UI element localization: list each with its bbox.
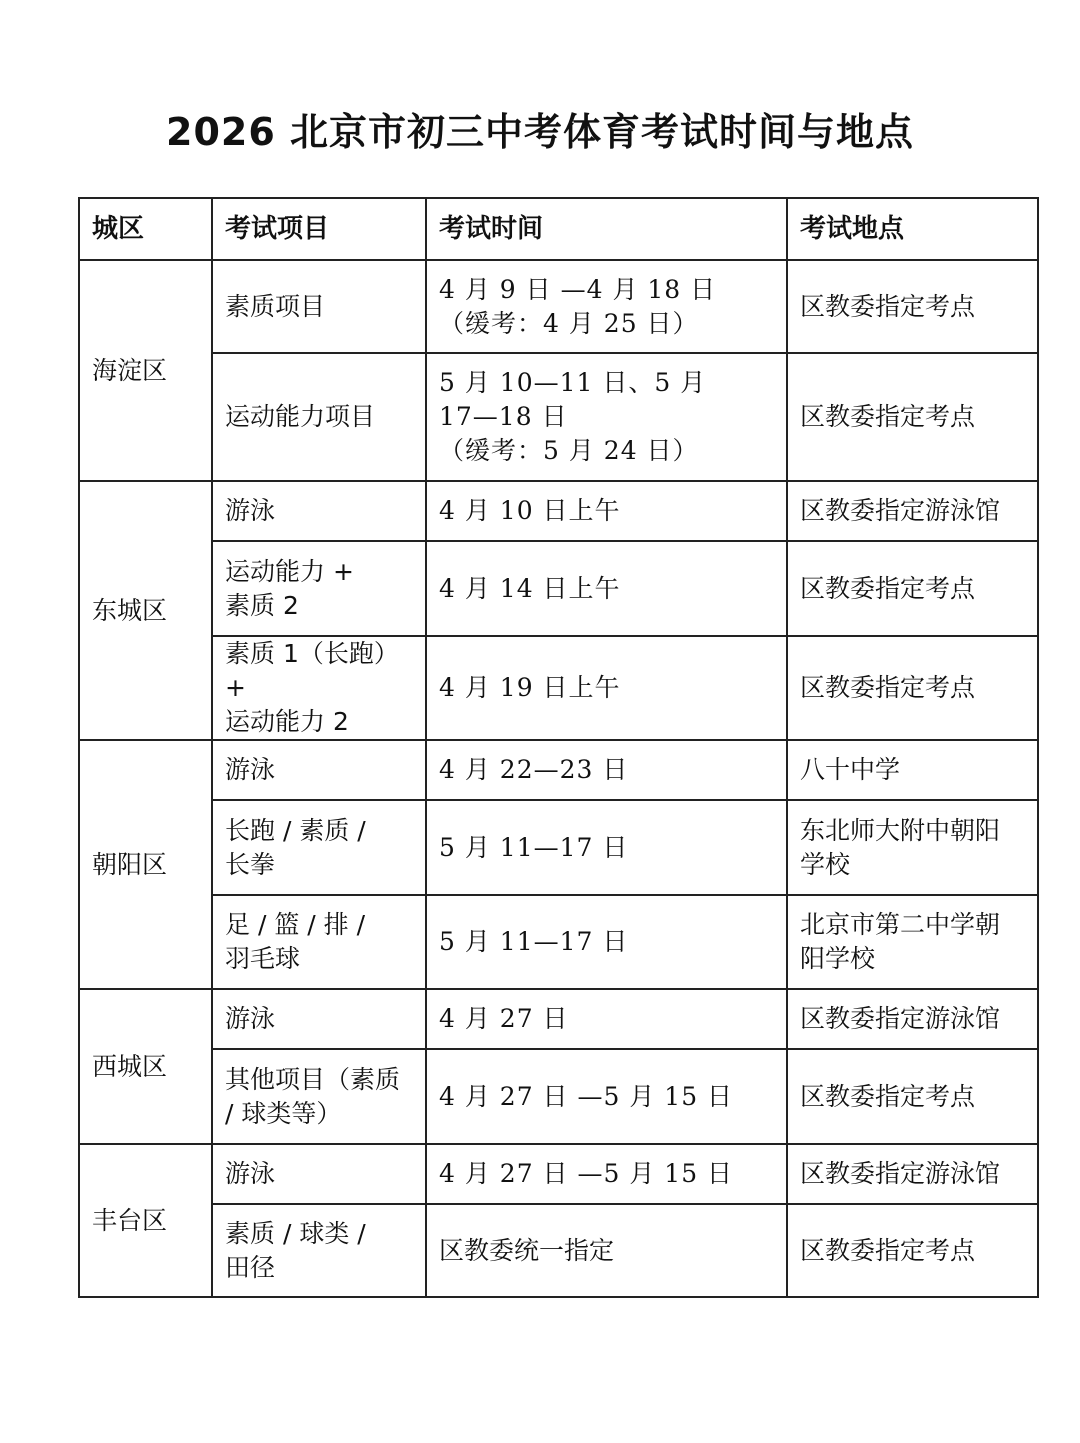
- table-row: [79, 636, 1038, 740]
- time-cell: 5 月 10—11 日、5 月 17—18 日 （缓考：5 月 24 日）: [426, 353, 787, 481]
- item-cell: 运动能力项目: [212, 353, 426, 481]
- time-cell: 5 月 11—17 日: [426, 800, 787, 895]
- header-exam-time: 考试时间: [426, 198, 787, 260]
- exam-schedule-table: [78, 197, 1039, 1298]
- time-cell: 4 月 9 日 —4 月 18 日 （缓考：4 月 25 日）: [426, 260, 787, 353]
- venue-cell: 区教委指定考点: [787, 541, 1038, 636]
- time-cell: 4 月 19 日上午: [426, 636, 787, 740]
- table-row: [79, 541, 1038, 636]
- table-row: [79, 481, 1038, 541]
- table-row: [79, 1049, 1038, 1144]
- item-cell: 游泳: [212, 1144, 426, 1204]
- item-cell: 游泳: [212, 481, 426, 541]
- venue-cell: 东北师大附中朝阳 学校: [787, 800, 1038, 895]
- district-cell: 西城区: [79, 989, 212, 1144]
- item-cell: 足 / 篮 / 排 / 羽毛球: [212, 895, 426, 989]
- table-row: [79, 989, 1038, 1049]
- table-row: [79, 895, 1038, 989]
- district-cell: 东城区: [79, 481, 212, 740]
- venue-cell: 区教委指定考点: [787, 636, 1038, 740]
- district-cell: 丰台区: [79, 1144, 212, 1297]
- table-row: [79, 800, 1038, 895]
- header-exam-venue: 考试地点: [787, 198, 1038, 260]
- venue-cell: 八十中学: [787, 740, 1038, 800]
- table-row: [79, 353, 1038, 481]
- item-cell: 素质 1（长跑）+ 运动能力 2: [212, 636, 426, 740]
- header-district: 城区: [79, 198, 212, 260]
- venue-cell: 区教委指定考点: [787, 1204, 1038, 1297]
- table-row: [79, 740, 1038, 800]
- venue-cell: 区教委指定游泳馆: [787, 481, 1038, 541]
- time-cell: 4 月 27 日 —5 月 15 日: [426, 1049, 787, 1144]
- item-cell: 游泳: [212, 989, 426, 1049]
- table-row: [79, 260, 1038, 353]
- venue-cell: 区教委指定考点: [787, 353, 1038, 481]
- district-cell: 朝阳区: [79, 740, 212, 989]
- item-cell: 素质项目: [212, 260, 426, 353]
- table-row: [79, 1144, 1038, 1204]
- item-cell: 运动能力 + 素质 2: [212, 541, 426, 636]
- district-cell: 海淀区: [79, 260, 212, 481]
- time-cell: 4 月 27 日: [426, 989, 787, 1049]
- item-cell: 其他项目（素质 / 球类等）: [212, 1049, 426, 1144]
- table-header-row: [79, 198, 1038, 260]
- venue-cell: 区教委指定考点: [787, 1049, 1038, 1144]
- venue-cell: 区教委指定游泳馆: [787, 1144, 1038, 1204]
- time-cell: 5 月 11—17 日: [426, 895, 787, 989]
- page-title: 2026 北京市初三中考体育考试时间与地点: [166, 110, 914, 154]
- venue-cell: 区教委指定游泳馆: [787, 989, 1038, 1049]
- venue-cell: 北京市第二中学朝 阳学校: [787, 895, 1038, 989]
- item-cell: 长跑 / 素质 / 长拳: [212, 800, 426, 895]
- time-cell: 4 月 10 日上午: [426, 481, 787, 541]
- time-cell: 4 月 27 日 —5 月 15 日: [426, 1144, 787, 1204]
- venue-cell: 区教委指定考点: [787, 260, 1038, 353]
- table-row: [79, 1204, 1038, 1297]
- item-cell: 游泳: [212, 740, 426, 800]
- header-exam-item: 考试项目: [212, 198, 426, 260]
- item-cell: 素质 / 球类 / 田径: [212, 1204, 426, 1297]
- time-cell: 区教委统一指定: [426, 1204, 787, 1297]
- time-cell: 4 月 14 日上午: [426, 541, 787, 636]
- time-cell: 4 月 22—23 日: [426, 740, 787, 800]
